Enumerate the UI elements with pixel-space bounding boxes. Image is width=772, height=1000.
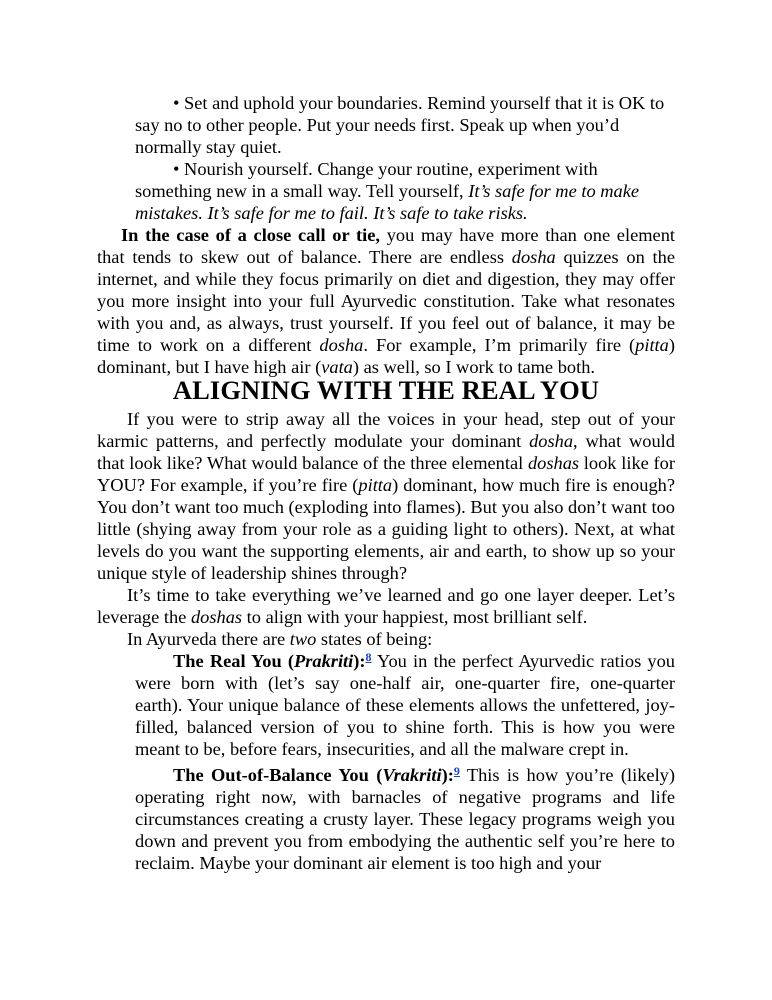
bullet-boundaries: • Set and uphold your boundaries. Remind yourself that it is OK to say no to other people. Put your needs first. Speak up when you’d normally stay quiet.	[135, 93, 665, 157]
footnote-link-8[interactable]: 8	[365, 650, 372, 664]
footnote-link-9[interactable]: 9	[453, 764, 460, 778]
paragraph-close-call: In the case of a close call or tie, you may have more than one element that tends to skew out of balance. There are endless dosha quizzes on the internet, and while they focus primarily on diet and digestion, they may offer you more insight into your full Ayurvedic constitution. Take what resonates with you and, as always, trust yourself. If you feel out of balance, it may be time to work on a different dosha. For example, I’m primarily fire (pitta) dominant, but I have high air (vata) as well, so I work to tame both.	[97, 225, 676, 377]
term-out-of-balance: The Out-of-Balance You (Vrakriti):	[173, 765, 454, 785]
term-real-you: The Real You (Prakriti):	[173, 651, 366, 671]
paragraph-strip-away: If you were to strip away all the voices in your head, step out of your karmic patterns, and perfectly modulate your dominant dosha, what would that look like? What would balance of the three elemental doshas look like for YOU? For example, if you’re fire (pitta) dominant, how much fire is enough? You don’t want too much (exploding into flames). But you also don’t want too little (shying away from your role as a guiding light to others). Next, at what levels do you want the supporting elements, air and earth, to show up so your unique style of leadership shines through?	[97, 409, 675, 583]
paragraph-go-deeper: It’s time to take everything we’ve learned and go one layer deeper. Let’s leverage the doshas to align with your happiest, most brilliant self.	[97, 585, 675, 627]
definition-real-you: The Real You (Prakriti):$^8$ You in the perfect Ayurvedic ratios you were born with (let’s say one-half air, one-quarter fire, one-quarter earth). Your unique balance of these elements allows the unfettered, joy-filled, balanced version of you to shine forth. This is how you were meant to be, before fears, insecurities, and all the malware crept in.	[135, 650, 675, 759]
bullet-nourish: • Nourish yourself. Change your routine, experiment with something new in a small way. Tell yourself, It’s safe for me to make mistakes. It’s safe for me to fail. It’s safe to take risks.	[135, 159, 640, 223]
section-heading: ALIGNING WITH THE REAL YOU	[172, 375, 600, 405]
paragraph-two-states: In Ayurveda there are two states of being:	[127, 629, 433, 649]
definition-out-of-balance: The Out-of-Balance You (Vrakriti):$^9$ This is how you’re (likely) operating right now, with barnacles of negative programs and life circumstances creating a crusty layer. These legacy programs weigh you down and prevent you from embodying the authentic self you’re here to reclaim. Maybe your dominant air element is too high and your	[135, 764, 675, 873]
